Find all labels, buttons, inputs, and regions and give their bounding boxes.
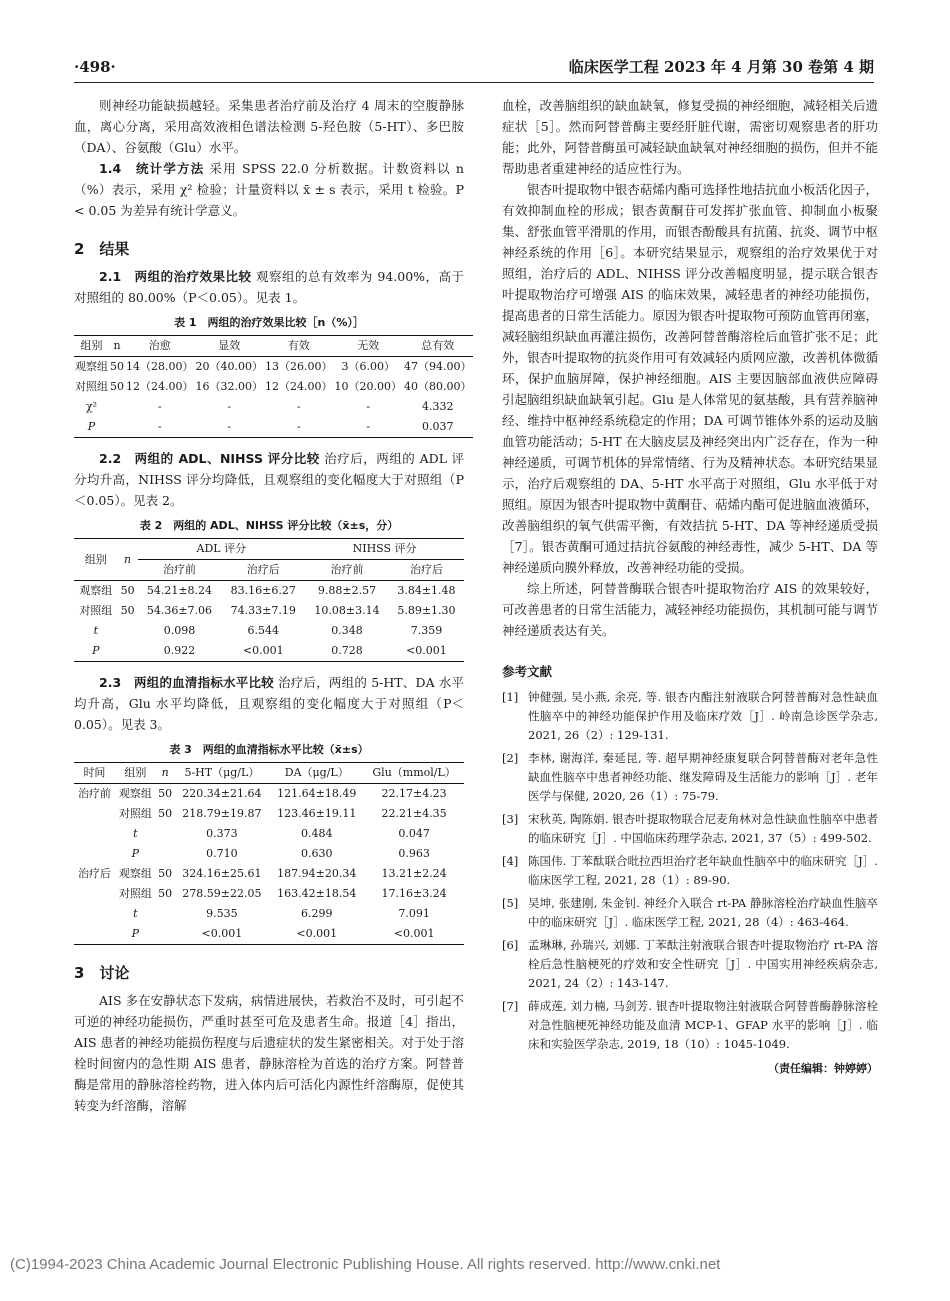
table-3-header: 5-HT（μg/L） [174,763,269,784]
table-cell: 218.79±19.87 [182,807,262,820]
references-list [502,688,878,1054]
table-cell: - [296,400,301,413]
table-cell: 0.630 [301,847,333,860]
table-row [74,904,464,924]
table-cell: 83.16±6.27 [230,584,296,597]
table-cell: P [131,927,140,940]
table-cell [156,924,175,945]
table-2-header-row [74,539,464,560]
table-cell: 22.17±4.23 [381,787,447,800]
discussion-paragraph-1: 血栓，改善脑组织的缺血缺氧，修复受损的神经细胞，减轻相关后遗症状［5］。然而阿替普酶主要经肝脏代谢，需密切观察患者的肝功能；此外，阿替普酶虽可减轻缺血缺氧对神经细胞的损伤，但并不能帮助患者重建神经的适应性行为。 [502,98,878,176]
table-row [74,844,464,864]
table-1-header: 显效 [195,336,265,357]
section-2-1-title: 2.1 两组的治疗效果比较 [99,269,252,284]
table-cell: 观察组 [118,867,152,880]
table-cell: 0.047 [398,827,430,840]
table-cell: 对照组 [75,380,108,393]
table-cell: 5.89±1.30 [397,604,456,617]
table-1-header: 总有效 [403,336,473,357]
table-cell: 10（20.00） [334,380,402,393]
table-cell: 对照组 [79,604,113,617]
table-cell: 50 [110,360,124,373]
table-cell [74,924,115,945]
table-cell: 0.728 [331,644,363,657]
references-title: 参考文献 [502,664,553,679]
table-cell [74,844,115,864]
reference-text: 陈国伟. 丁苯酞联合吡拉西坦治疗老年缺血性脑卒中的临床研究［J］. 临床医学工程, 2021, 28（1）: 89-90. [528,854,878,887]
section-2-3-text: 治疗后，两组的 5-HT、DA 水平均升高，Glu 水平均降低，且观察组的变化幅度大于对照组（P＜0.05）。见表 3。 [74,675,464,732]
table-cell: 治疗前 [77,787,111,800]
table-cell: 22.21±4.35 [381,807,447,820]
table-cell: 0.922 [163,644,196,657]
table-2-header: n [118,539,138,581]
reference-text: 李林, 谢海洋, 秦延昆, 等. 超早期神经康复联合阿替普酶对老年急性缺血性脑卒中患者神经功能、继发障碍及生活能力的影响［J］. 老年医学与保健, 2020, 26（1）: 75-79. [528,751,878,803]
table-2 [74,538,464,662]
table-cell: 54.21±8.24 [146,584,213,597]
reference-item [502,749,878,806]
table-cell: 13（26.00） [265,360,333,373]
discussion-paragraph-3: 综上所述，阿替普酶联合银杏叶提取物治疗 AIS 的效果较好，可改善患者的日常生活能力，减轻神经功能损伤，其机制可能与调节神经递质表达有关。 [502,581,878,638]
table-cell: 12（24.00） [265,380,333,393]
table-cell [156,844,175,864]
journal-header: 临床医学工程 2023 年 4 月第 30 卷第 4 期 [568,58,874,76]
table-cell: 220.34±21.64 [182,787,262,800]
table-cell [118,621,138,641]
table-row [74,641,464,662]
table-cell: 9.535 [206,907,238,920]
table-cell: 40（80.00） [404,380,472,393]
table-1-caption: 表 1 两组的治疗效果比较［n（%）］ [174,316,364,329]
table-row [74,824,464,844]
page-number: ·498· [74,58,116,76]
section-2-3-title: 2.3 两组的血清指标水平比较 [99,675,274,690]
reference-number: [6] [502,938,519,952]
table-row [74,397,473,417]
right-column [502,95,878,1079]
table-cell: 74.33±7.19 [230,604,296,617]
copyright-footer: (C)1994-2023 China Academic Journal Electronic Publishing House. All rights reserved. http://www.cnki.net [10,1256,721,1273]
table-cell: 对照组 [118,887,152,900]
table-cell: 观察组 [118,787,152,800]
table-row [74,417,473,438]
reference-text: 薛成莲, 刘力楠, 马剑芳. 银杏叶提取物注射液联合阿替普酶静脉溶栓对急性脑梗死神经功能及血清 MCP-1、GFAP 水平的影响［J］. 临床和实验医学杂志, 2019, 18（10）: 1045-1049. [528,999,878,1051]
table-cell: - [227,420,232,433]
table-row [74,924,464,945]
reference-text: 吴坤, 张建刚, 朱金钊. 神经介入联合 rt-PA 静脉溶栓治疗缺血性脑卒中的临床研究［J］. 临床医学工程, 2021, 28（4）: 463-464. [528,896,878,929]
section-2-2-text: 治疗后，两组的 ADL 评分均升高，NIHSS 评分均降低，且观察组的变化幅度大于对照组（P＜0.05）。见表 2。 [74,451,464,508]
reference-item [502,688,878,745]
table-cell: 121.64±18.49 [277,787,357,800]
table-cell: 0.373 [206,827,238,840]
table-3-caption: 表 3 两组的血清指标水平比较（x̄±s） [169,743,369,756]
table-cell: 0.484 [301,827,333,840]
table-cell: 278.59±22.05 [182,887,262,900]
table-cell: 0.348 [331,624,363,637]
table-2-caption: 表 2 两组的 ADL、NIHSS 评分比较（x̄±s，分） [139,519,399,532]
table-cell: - [157,400,162,413]
table-cell: 50 [110,380,124,393]
table-1-header: 组别 [74,336,109,357]
section-2-1-text: 观察组的总有效率为 94.00%，高于对照组的 80.00%（P＜0.05）。见表 1。 [74,269,464,305]
table-cell: - [227,400,232,413]
table-cell: 0.037 [422,420,454,433]
table-cell: 观察组 [75,360,108,373]
responsible-editor: （责任编辑：钟婷婷） [768,1062,878,1075]
discussion-paragraph-2: 银杏叶提取物中银杏萜烯内酯可选择性地拮抗血小板活化因子，有效抑制血栓的形成；银杏黄酮苷可发挥扩张血管、抑制血小板聚集、舒张血管平滑肌的作用，而银杏酚酸具有抗菌、抗炎、调节中枢神经系统的作用［6］。本研究结果显示，观察组的治疗效果优于对照组，治疗后的 ADL、NIHSS 评分改善幅度明显，提示联合银杏叶提取物治疗可增强 AIS 的临床效果，减轻患者的神经功能损伤，提高患者的日常生活能力。原因为银杏叶提取物可预防血管再闭塞，减轻脑组织缺血再灌注损伤，改善阿替普酶溶栓后血管扩张不足；此外，银杏叶提取物的抗炎作用可有效减轻内质网应激，改善机体微循环，保护血脑屏障，保护神经细胞。AIS 主要因脑部血液供应障碍引起脑组织缺血缺氧引起。Glu 是人体常见的氨基酸，具有营养脑神经、维持中枢神经系统稳定的作用；DA 可调节锥体外系的运动及脑血管功能活动；5-HT 在大脑皮层及神经突出内广泛存在，作为一种神经递质，可调节机体的异常情绪、行为及精神状态。本研究结果显示，治疗后观察组的 DA、5-HT 水平高于对照组，Glu 水平低于对照组。原因为银杏叶提取物中黄酮苷、萜烯内酯可促进脑血液循环，改善脑组织的氧气供需平衡，有效拮抗 5-HT、DA 等神经递质受损［7］。银杏黄酮可通过拮抗谷氨酸的神经毒性，减少 5-HT、DA 等神经递质向膜外释放，改善神经功能的受损。 [502,182,879,575]
table-cell: <0.001 [393,927,435,940]
table-cell: 20（40.00） [195,360,263,373]
left-column [74,95,472,1116]
table-cell: - [296,420,301,433]
table-row [74,864,464,884]
table-cell [74,904,115,924]
reference-item [502,852,878,890]
table-row [74,784,464,805]
reference-text: 孟琳琳, 孙瑞兴, 刘娜. 丁苯酞注射液联合银杏叶提取物治疗 rt-PA 溶栓后急性脑梗死的疗效和安全性研究［J］. 中国实用神经疾病杂志, 2021, 24（2）: 143-147. [528,938,878,990]
table-cell: 7.091 [398,907,430,920]
table-cell [109,417,125,438]
reference-text: 钟健强, 吴小燕, 余亮, 等. 银杏内酯注射液联合阿替普酶对急性缺血性脑卒中的神经功能保护作用及临床疗效［J］. 岭南急诊医学杂志, 2021, 26（2）: 129-131. [528,690,878,742]
table-cell: t [133,907,138,920]
table-cell: 0.098 [163,624,196,637]
table-3-header: Glu（mmol/L） [364,763,464,784]
table-cell: 50 [158,887,173,900]
section-1-4 [74,158,464,221]
table-cell: 13.21±2.24 [381,867,447,880]
table-cell: t [133,827,138,840]
table-cell: <0.001 [242,644,284,657]
table-row [74,621,464,641]
table-2-header: NIHSS 评分 [305,539,464,560]
table-cell: P [131,847,140,860]
table-cell [74,884,115,904]
table-cell: 16（32.00） [195,380,263,393]
section-3-paragraph: AIS 多在安静状态下发病，病情进展快，若救治不及时，可引起不可逆的神经功能损伤，严重时甚至可危及患者生命。报道［4］指出，AIS 患者的神经功能损伤程度与后遗症状的发生紧密相关。对于处于溶栓时间窗内的急性期 AIS 患者，静脉溶栓为首选的治疗方案。阿替普酶是常用的静脉溶栓药物，进入体内后可活化内源性纤溶酶原，促使其转变为纤溶酶，溶解 [74,993,464,1113]
table-cell: 14（28.00） [126,360,194,373]
table-cell: - [366,420,371,433]
table-cell: 0.963 [398,847,430,860]
table-cell: 324.16±25.61 [182,867,262,880]
table-3-header: n [156,763,175,784]
table-cell: 10.08±3.14 [314,604,380,617]
table-row [74,377,473,397]
table-cell [74,824,115,844]
table-row [74,601,464,621]
table-2-header: 治疗前 [305,560,389,581]
table-cell: - [366,400,371,413]
table-cell: 治疗后 [77,867,111,880]
table-1-header: 治愈 [125,336,195,357]
section-2-3 [74,672,464,735]
table-row [74,804,464,824]
section-3-title: 3 讨论 [74,964,130,982]
table-2-header: 组别 [74,539,118,581]
table-cell: χ² [85,400,98,413]
reference-item [502,997,878,1054]
table-cell: P [92,644,100,657]
table-cell: 123.46±19.11 [277,807,357,820]
table-cell: 6.544 [247,624,279,637]
table-3-header: 时间 [74,763,115,784]
table-1 [74,335,473,438]
table-cell: <0.001 [296,927,338,940]
table-cell: 54.36±7.06 [146,604,213,617]
table-cell [156,824,175,844]
table-cell: 163.42±18.54 [277,887,357,900]
table-cell: 3（6.00） [341,360,395,373]
table-1-header: n [109,336,125,357]
section-2-2-title: 2.2 两组的 ADL、NIHSS 评分比较 [99,451,320,466]
table-cell [109,397,125,417]
reference-number: [4] [502,854,519,868]
section-2-title: 2 结果 [74,240,130,258]
reference-number: [7] [502,999,519,1013]
table-cell: 4.332 [422,400,454,413]
table-cell: 50 [158,807,173,820]
table-cell: P [87,420,96,433]
table-2-header: ADL 评分 [138,539,306,560]
table-cell: 187.94±20.34 [277,867,357,880]
table-2-header: 治疗前 [138,560,222,581]
table-cell: <0.001 [406,644,447,657]
table-3-header-row [74,763,464,784]
table-2-header: 治疗后 [389,560,464,581]
table-1-header: 无效 [334,336,404,357]
table-3-header: 组别 [115,763,156,784]
reference-text: 宋秋英, 陶陈娟. 银杏叶提取物联合尼麦角林对急性缺血性脑卒中患者的临床研究［J］. 中国临床药理学杂志, 2021, 37（5）: 499-502. [528,812,878,845]
table-cell: 观察组 [79,584,113,597]
table-cell: 50 [158,787,173,800]
table-cell: 9.88±2.57 [317,584,377,597]
table-cell [74,804,115,824]
table-cell: - [157,420,162,433]
reference-number: [3] [502,812,519,826]
header-rule [74,82,874,83]
reference-number: [5] [502,896,519,910]
reference-item [502,894,878,932]
table-cell: 50 [158,867,173,880]
section-2-1 [74,266,464,308]
table-cell: 12（24.00） [126,380,194,393]
table-cell [118,641,138,662]
table-1-header: 有效 [264,336,334,357]
table-row [74,884,464,904]
reference-number: [1] [502,690,519,704]
table-cell: 对照组 [118,807,152,820]
table-cell: <0.001 [201,927,243,940]
table-cell: 7.359 [410,624,443,637]
table-2-header: 治疗后 [221,560,305,581]
table-3 [74,762,464,945]
table-cell: 50 [120,584,135,597]
table-cell: t [93,624,99,637]
section-1-4-title: 1.4 统计学方法 [99,161,205,176]
table-cell: 3.84±1.48 [397,584,456,597]
reference-number: [2] [502,751,519,765]
section-2-2 [74,448,464,511]
table-1-header-row [74,336,473,357]
intro-paragraph: 则神经功能缺损越轻。采集患者治疗前及治疗 4 周末的空腹静脉血，离心分离，采用高效液相色谱法检测 5-羟色胺（5-HT）、多巴胺（DA）、谷氨酸（Glu）水平。 [74,98,464,155]
reference-item [502,936,878,993]
table-cell: 47（94.00） [404,360,472,373]
table-cell [156,904,175,924]
table-row [74,581,464,602]
table-row [74,357,473,378]
table-3-header: DA（μg/L） [269,763,364,784]
table-cell: 50 [120,604,135,617]
table-cell: 17.16±3.24 [381,887,447,900]
section-1-4-text: 采用 SPSS 22.0 分析数据。计数资料以 n（%）表示，采用 χ² 检验；计量资料以 x̄ ± s 表示，采用 t 检验。P < 0.05 为差异有统计学意义。 [74,161,464,218]
table-cell: 0.710 [206,847,238,860]
table-cell: 6.299 [301,907,333,920]
reference-item [502,810,878,848]
